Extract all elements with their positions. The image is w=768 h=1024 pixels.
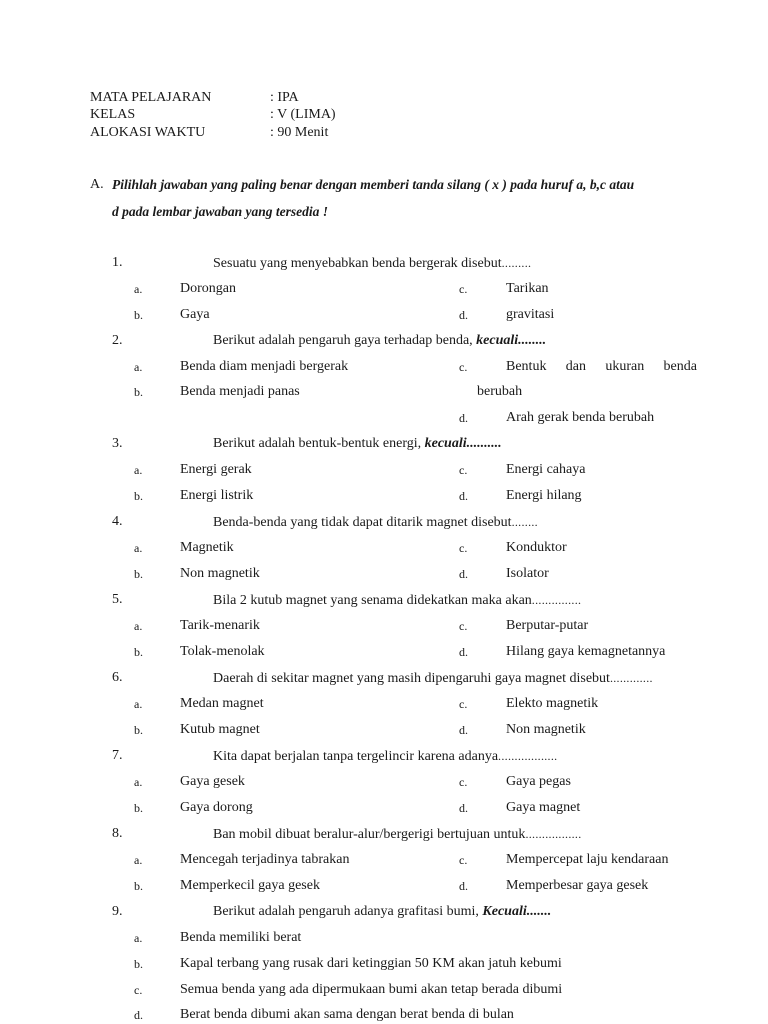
option-letter-a: a. [134,360,143,374]
option-letter-a: a. [134,853,143,867]
option-a: Benda diam menjadi bergerak [180,359,349,374]
option-letter-b: b. [134,957,143,971]
option-letter-c: c. [459,697,468,711]
option-letter-a: a. [134,775,143,789]
question-text: Berikut adalah bentuk-bentuk energi, kecuali.......... [213,436,502,451]
question-number: 8. [112,826,123,841]
option-letter-c: c. [459,619,468,633]
option-letter-b: b. [134,645,143,659]
option-letter-c: c. [459,853,468,867]
option-a: Magnetik [180,540,234,555]
question-number: 5. [112,592,123,607]
question-number: 6. [112,670,123,685]
option-d: Energi hilang [506,488,582,503]
class-label: KELAS [90,107,136,122]
option-b: Tolak-menolak [180,644,265,659]
option-letter-d: d. [459,645,468,659]
section-letter: A. [90,177,104,192]
option-letter-c: c. [459,360,468,374]
question-number: 7. [112,748,123,763]
option-c: Gaya pegas [506,774,571,789]
option-letter-c: c. [459,541,468,555]
time-label: ALOKASI WAKTU [90,125,206,140]
option-d: Isolator [506,566,549,581]
option-b: Gaya [180,307,210,322]
option-b: Non magnetik [180,566,260,581]
option-b: Gaya dorong [180,800,253,815]
question-text: Benda-benda yang tidak dapat ditarik magnet disebut........ [213,515,538,530]
option-a: Tarik-menarik [180,618,260,633]
option-d: Hilang gaya kemagnetannya [506,644,666,659]
option-a: Energi gerak [180,462,252,477]
option-letter-c: c. [459,775,468,789]
option-a: Benda memiliki berat [180,930,302,945]
option-letter-d: d. [459,723,468,737]
option-b: Memperkecil gaya gesek [180,878,320,893]
question-text: Ban mobil dibuat beralur-alur/bergerigi bertujuan untuk................. [213,827,582,842]
option-a: Gaya gesek [180,774,245,789]
option-d: Memperbesar gaya gesek [506,878,649,893]
option-c: Mempercepat laju kendaraan [506,852,669,867]
option-letter-b: b. [134,567,143,581]
option-c-continuation: berubah [477,384,523,399]
option-letter-d: d. [459,411,468,425]
option-letter-d: d. [459,879,468,893]
instruction-line-2: d pada lembar jawaban yang tersedia ! [112,204,329,219]
option-letter-b: b. [134,723,143,737]
option-letter-c: c. [134,983,143,997]
option-d: Arah gerak benda berubah [506,410,655,425]
option-b: Energi listrik [180,488,254,503]
question-text: Berikut adalah pengaruh gaya terhadap benda, kecuali........ [213,333,547,348]
question-number: 9. [112,904,123,919]
option-letter-a: a. [134,282,143,296]
option-letter-a: a. [134,541,143,555]
question-text: Kita dapat berjalan tanpa tergelincir karena adanya.................. [213,749,558,764]
option-c: Bentuk dan ukuran benda [506,359,697,374]
option-d: gravitasi [506,307,555,322]
option-c: Konduktor [506,540,567,555]
option-letter-a: a. [134,619,143,633]
option-letter-d: d. [459,489,468,503]
subject-value: : IPA [270,90,299,105]
question-number: 2. [112,333,123,348]
subject-label: MATA PELAJARAN [90,90,212,105]
question-text: Berikut adalah pengaruh adanya grafitasi bumi, Kecuali....... [213,904,552,919]
class-value: : V (LIMA) [270,107,336,122]
option-letter-a: a. [134,463,143,477]
option-letter-d: d. [459,567,468,581]
option-letter-a: a. [134,697,143,711]
option-letter-b: b. [134,385,143,399]
option-d: Non magnetik [506,722,586,737]
option-a: Dorongan [180,281,236,296]
option-c: Semua benda yang ada dipermukaan bumi akan tetap berada dibumi [180,982,563,997]
option-b: Kutub magnet [180,722,260,737]
question-text: Bila 2 kutub magnet yang senama didekatkan maka akan............... [213,593,582,608]
option-c: Elekto magnetik [506,696,599,711]
option-a: Mencegah terjadinya tabrakan [180,852,350,867]
option-c: Energi cahaya [506,462,586,477]
question-text: Daerah di sekitar magnet yang masih dipengaruhi gaya magnet disebut............. [213,671,653,686]
option-letter-c: c. [459,282,468,296]
option-b: Benda menjadi panas [180,384,300,399]
option-b: Kapal terbang yang rusak dari ketinggian 50 KM akan jatuh kebumi [180,956,562,971]
question-number: 4. [112,514,123,529]
option-c: Berputar-putar [506,618,589,633]
question-number: 3. [112,436,123,451]
option-letter-c: c. [459,463,468,477]
option-d: Gaya magnet [506,800,581,815]
option-letter-b: b. [134,801,143,815]
instruction-line-1: Pilihlah jawaban yang paling benar dengan memberi tanda silang ( x ) pada huruf a, b,c atau [112,177,635,192]
option-letter-a: a. [134,931,143,945]
option-letter-b: b. [134,489,143,503]
option-letter-d: d. [459,801,468,815]
time-value: : 90 Menit [270,125,329,140]
option-letter-d: d. [134,1008,143,1022]
option-letter-b: b. [134,308,143,322]
question-text: Sesuatu yang menyebabkan benda bergerak disebut......... [213,256,532,271]
option-letter-b: b. [134,879,143,893]
option-a: Medan magnet [180,696,264,711]
question-number: 1. [112,255,123,270]
option-letter-d: d. [459,308,468,322]
option-c: Tarikan [506,281,549,296]
option-d: Berat benda dibumi akan sama dengan berat benda di bulan [180,1007,514,1022]
